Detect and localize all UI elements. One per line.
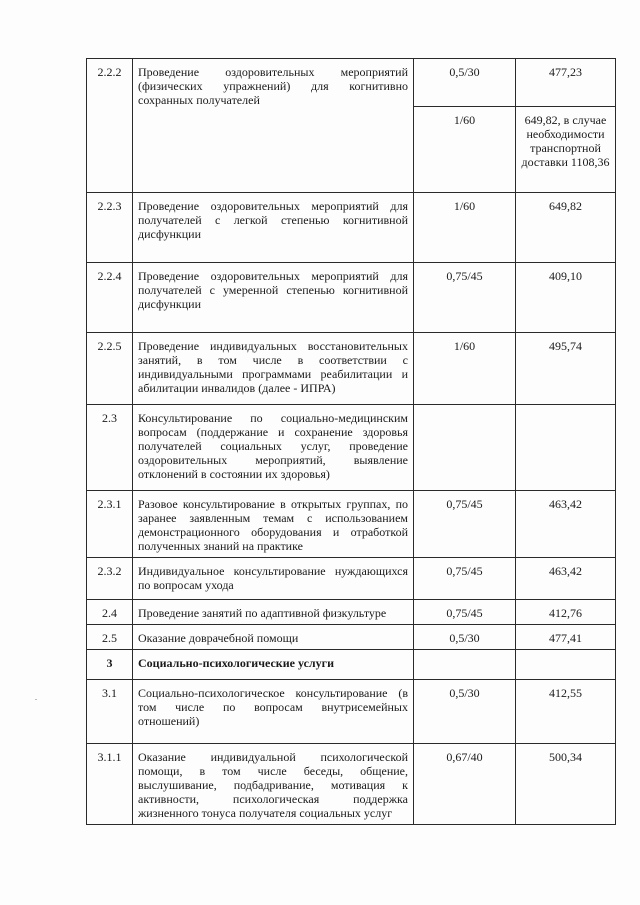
service-price: 463,42 bbox=[516, 558, 616, 600]
service-name: Оказание индивидуальной психологической помощи, в том числе беседы, общение, выслушивание, подбадривание, мотивация к активности, психологическая поддержка жизненного тонуса получателя социальных услуг bbox=[133, 744, 414, 825]
service-name: Оказание доврачебной помощи bbox=[133, 625, 414, 650]
table-row bbox=[87, 744, 616, 825]
row-number: 2.2.3 bbox=[87, 193, 133, 263]
service-time bbox=[414, 405, 516, 491]
service-price: 463,42 bbox=[516, 491, 616, 558]
service-name: Проведение оздоровительных мероприятий для получателей с легкой степенью когнитивной дисфункции bbox=[133, 193, 414, 263]
section-title: Социально-психологические услуги bbox=[133, 650, 414, 680]
table-row bbox=[87, 650, 616, 680]
table-row bbox=[87, 193, 616, 263]
row-number: 3.1.1 bbox=[87, 744, 133, 825]
table-row bbox=[87, 625, 616, 650]
service-time: 0,5/30 bbox=[414, 59, 516, 107]
row-number: 2.4 bbox=[87, 600, 133, 625]
service-time: 0,75/45 bbox=[414, 263, 516, 333]
service-name: Проведение занятий по адаптивной физкультуре bbox=[133, 600, 414, 625]
row-number: 2.3.1 bbox=[87, 491, 133, 558]
service-price: 477,41 bbox=[516, 625, 616, 650]
table-row bbox=[87, 333, 616, 405]
service-price bbox=[516, 650, 616, 680]
service-price: 500,34 bbox=[516, 744, 616, 825]
section-number: 3 bbox=[87, 650, 133, 680]
row-number: 2.2.4 bbox=[87, 263, 133, 333]
service-price: 649,82, в случае необходимости транспортной доставки 1108,36 bbox=[516, 107, 616, 193]
service-time: 0,75/45 bbox=[414, 600, 516, 625]
table-row bbox=[87, 263, 616, 333]
row-number: 2.3.2 bbox=[87, 558, 133, 600]
table-row bbox=[87, 405, 616, 491]
service-time bbox=[414, 650, 516, 680]
row-number: 3.1 bbox=[87, 680, 133, 744]
scan-speck bbox=[35, 699, 37, 700]
service-price bbox=[516, 405, 616, 491]
service-time: 0,5/30 bbox=[414, 625, 516, 650]
service-price: 649,82 bbox=[516, 193, 616, 263]
service-name: Проведение индивидуальных восстановительных занятий, в том числе в соответствии с индивидуальными программами реабилитации и абилитации инвалидов (далее - ИПРА) bbox=[133, 333, 414, 405]
row-number: 2.3 bbox=[87, 405, 133, 491]
service-price: 412,55 bbox=[516, 680, 616, 744]
service-time: 1/60 bbox=[414, 107, 516, 193]
service-name: Разовое консультирование в открытых группах, по заранее заявленным темам с использованием демонстрационного оборудования и отработкой полученных знаний на практике bbox=[133, 491, 414, 558]
services-table bbox=[86, 58, 616, 825]
service-price: 412,76 bbox=[516, 600, 616, 625]
service-name: Проведение оздоровительных мероприятий для получателей с умеренной степенью когнитивной дисфункции bbox=[133, 263, 414, 333]
row-number: 2.5 bbox=[87, 625, 133, 650]
row-number: 2.2.5 bbox=[87, 333, 133, 405]
service-name: Индивидуальное консультирование нуждающихся по вопросам ухода bbox=[133, 558, 414, 600]
service-name: Консультирование по социально-медицинским вопросам (поддержание и сохранение здоровья получателей социальных услуг, проведение оздоровительных мероприятий, выявление отклонений в состоянии их здоровья) bbox=[133, 405, 414, 491]
service-name: Проведение оздоровительных мероприятий (физических упражнений) для когнитивно сохранных получателей bbox=[133, 59, 414, 193]
table-row bbox=[87, 600, 616, 625]
row-number: 2.2.2 bbox=[87, 59, 133, 193]
service-name: Социально-психологическое консультирование (в том числе по вопросам внутрисемейных отношений) bbox=[133, 680, 414, 744]
service-time: 1/60 bbox=[414, 193, 516, 263]
table-row bbox=[87, 59, 616, 107]
table-row bbox=[87, 491, 616, 558]
service-time: 1/60 bbox=[414, 333, 516, 405]
service-time: 0,75/45 bbox=[414, 491, 516, 558]
service-time: 0,67/40 bbox=[414, 744, 516, 825]
service-price: 495,74 bbox=[516, 333, 616, 405]
table-row bbox=[87, 558, 616, 600]
table-row bbox=[87, 680, 616, 744]
service-time: 0,75/45 bbox=[414, 558, 516, 600]
service-price: 477,23 bbox=[516, 59, 616, 107]
service-time: 0,5/30 bbox=[414, 680, 516, 744]
service-price: 409,10 bbox=[516, 263, 616, 333]
